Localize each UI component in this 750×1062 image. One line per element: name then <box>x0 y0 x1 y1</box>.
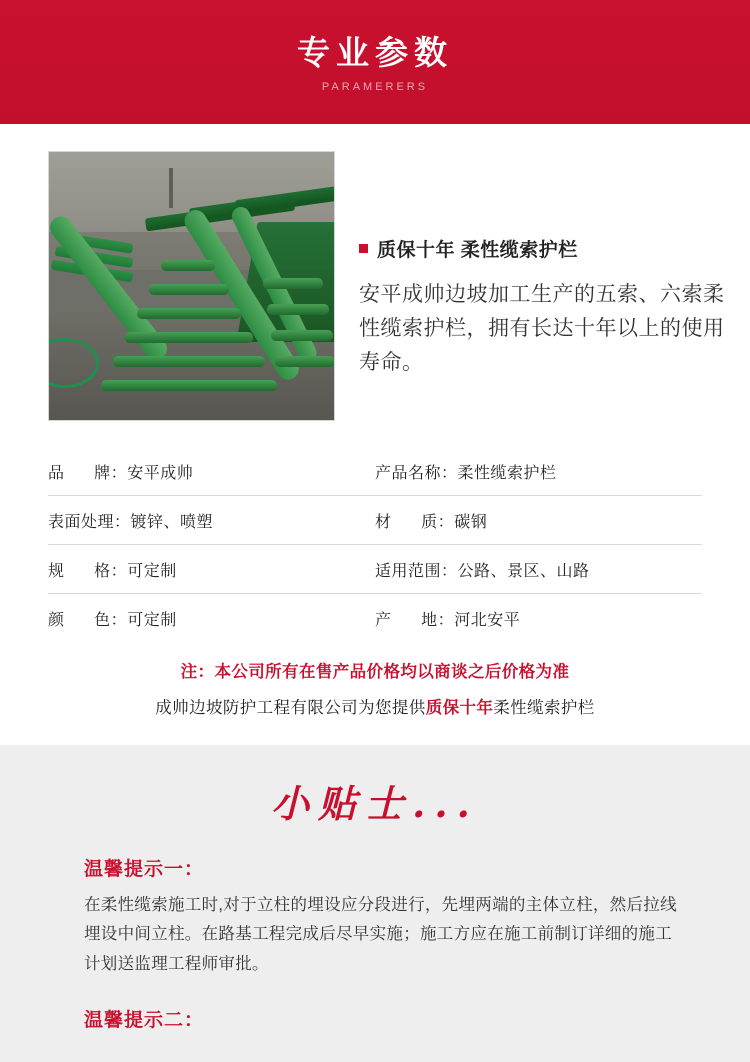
photo-cross-bar-3 <box>137 308 241 319</box>
photo-right-bar-1 <box>263 278 323 289</box>
product-intro <box>359 151 729 421</box>
spec-cell-right <box>375 558 702 581</box>
page-banner <box>0 0 750 124</box>
spec-key: 产品名称： <box>375 465 458 482</box>
spec-value: 公路、景区、山路 <box>457 563 590 580</box>
intro-body: 安平成帅边坡加工生产的五索、六索柔性缆索护栏，拥有长达十年以上的使用寿命。 <box>359 283 725 375</box>
tip-heading-2: 温馨提示二： <box>84 1010 205 1032</box>
spec-key: 规 格： <box>48 563 128 580</box>
spec-cell-left <box>48 460 375 483</box>
warranty-note-highlight: 质保十年 <box>425 699 494 717</box>
banner-subtitle: PARAMERERS <box>321 80 429 93</box>
spec-value: 安平成帅 <box>127 465 194 482</box>
tips-title: 小贴士... <box>271 781 479 826</box>
square-bullet-icon <box>359 244 368 253</box>
spec-key: 产 地： <box>375 612 455 629</box>
intro-heading: 质保十年 柔性缆索护栏 <box>377 240 578 261</box>
spec-value: 镀锌、喷塑 <box>130 514 214 531</box>
photo-cross-bar-6 <box>101 380 277 391</box>
table-row <box>48 496 702 545</box>
photo-cross-bar-2 <box>149 284 229 295</box>
spec-value: 可定制 <box>127 612 177 629</box>
spec-value: 碳钢 <box>454 514 488 531</box>
photo-pole <box>169 168 173 208</box>
photo-cross-bar-4 <box>125 332 253 343</box>
table-row <box>48 545 702 594</box>
photo-right-bar-4 <box>275 356 335 367</box>
spec-cell-right <box>375 460 702 483</box>
table-row <box>48 594 702 642</box>
spec-key: 颜 色： <box>48 612 128 629</box>
banner-title: 专业参数 <box>297 34 453 72</box>
price-note: 注：本公司所有在售产品价格均以商谈之后价格为准 <box>180 663 570 681</box>
spec-cell-left <box>48 558 375 581</box>
spec-key: 材 质： <box>375 514 455 531</box>
product-overview-row <box>0 124 750 421</box>
intro-heading-row <box>359 235 729 262</box>
spec-table <box>48 447 702 642</box>
spec-value: 河北安平 <box>454 612 521 629</box>
photo-right-bar-2 <box>267 304 329 315</box>
table-row <box>48 447 702 496</box>
warranty-note-prefix: 成帅边坡防护工程有限公司为您提供 <box>155 699 426 717</box>
warranty-note-suffix: 柔性缆索护栏 <box>493 699 595 717</box>
photo-cross-bar-5 <box>113 356 265 367</box>
spec-cell-left <box>48 509 375 532</box>
tip-body-1: 在柔性缆索施工时,对于立柱的埋设应分段进行，先埋两端的主体立柱，然后拉线埋设中间立柱。在路基工程完成后尽早实施；施工方应在施工前制订详细的施工计划送监理工程师审批。 <box>84 896 677 973</box>
photo-cross-bar-1 <box>161 260 215 271</box>
main-content <box>0 124 750 1062</box>
spec-key: 适用范围： <box>375 563 458 580</box>
spec-key: 表面处理： <box>48 514 131 531</box>
warranty-note <box>0 694 750 718</box>
spec-value: 可定制 <box>127 563 177 580</box>
tips-section <box>0 745 750 1062</box>
spec-key: 品 牌： <box>48 465 128 482</box>
tip-heading-1: 温馨提示一： <box>84 859 205 880</box>
spec-cell-right <box>375 509 702 532</box>
photo-right-bar-3 <box>271 330 333 341</box>
spec-value: 柔性缆索护栏 <box>457 465 557 482</box>
banner-inner <box>0 0 750 124</box>
spec-cell-right <box>375 607 702 630</box>
product-photo <box>48 151 335 421</box>
spec-cell-left <box>48 607 375 630</box>
